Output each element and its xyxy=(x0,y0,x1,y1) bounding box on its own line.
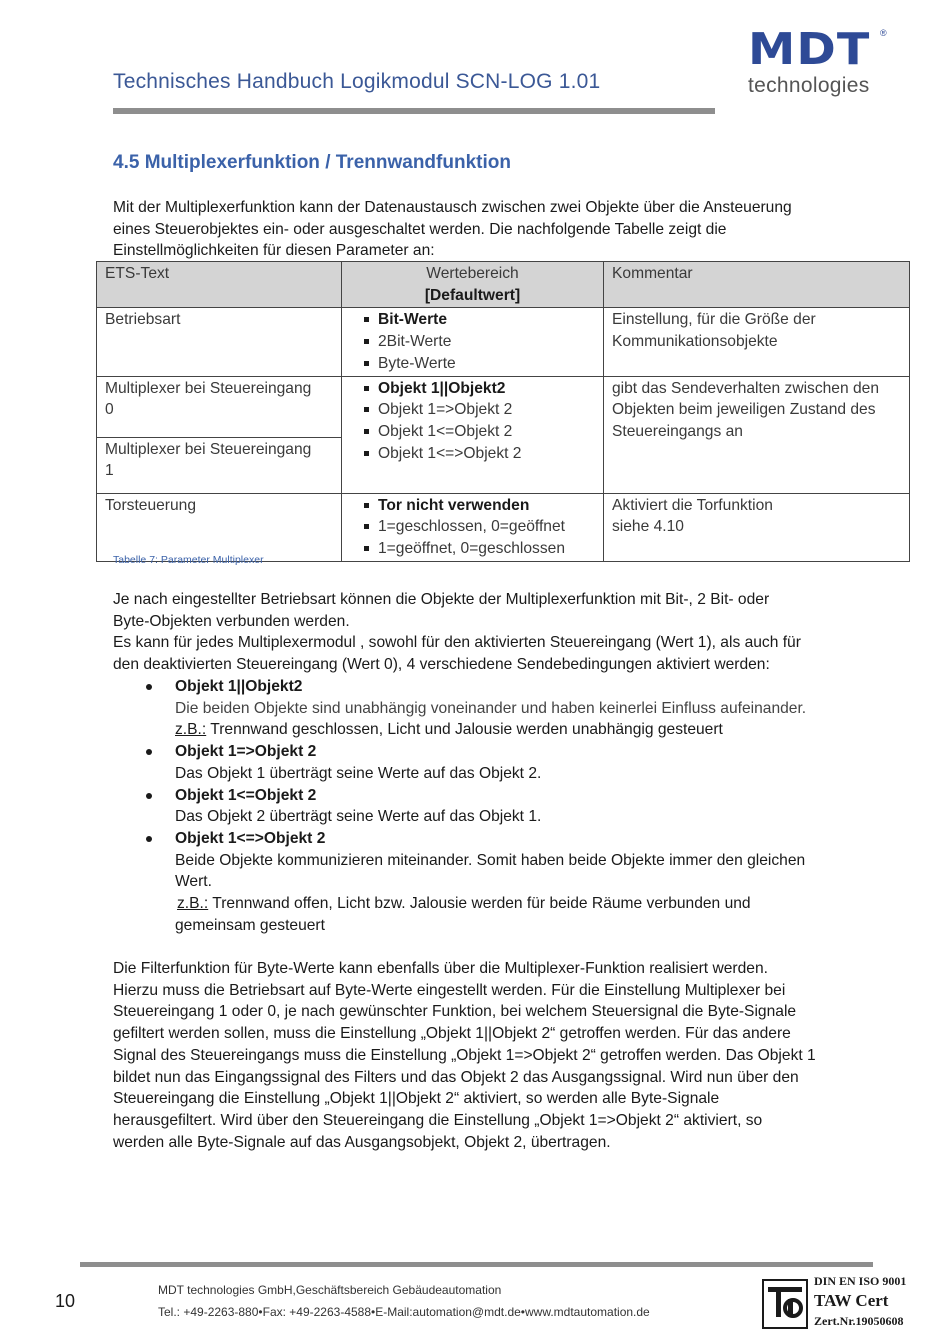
header-ets-text: ETS-Text xyxy=(97,262,342,308)
logo-wordmark: MDT xyxy=(748,24,871,75)
page-number: 10 xyxy=(55,1291,76,1311)
cert-standard: DIN EN ISO 9001 xyxy=(814,1274,907,1288)
list-item-desc: Die beiden Objekte sind unabhängig voneinander und haben keinerlei Einfluss aufeinander. xyxy=(175,699,807,717)
label-line: Multiplexer bei Steuereingang xyxy=(105,379,312,397)
intro-line: Mit der Multiplexerfunktion kann der Datenaustausch zwischen zwei Objekte über die Ansteuerung xyxy=(113,199,792,216)
list-item-desc: Beide Objekte kommunizieren miteinander. Somit haben beide Objekte immer den gleichen xyxy=(175,851,806,869)
list-item-title: Objekt 1<=>Objekt 2 xyxy=(175,829,326,847)
header-divider xyxy=(113,108,715,114)
bullet-icon xyxy=(146,836,152,842)
list-item-example xyxy=(175,893,843,915)
cell-tor-comment xyxy=(604,493,910,561)
footer-divider xyxy=(80,1262,873,1267)
comment-line: siehe 4.10 xyxy=(612,518,684,536)
footer-contact: Tel.: +49-2263-880•Fax: +49-2263-4588•E-Mail:automation@mdt.de•www.mdtautomation.de xyxy=(158,1305,650,1319)
document-header-title: Technisches Handbuch Logikmodul SCN-LOG 1.01 xyxy=(113,70,601,93)
cell-betriebsart-label: Betriebsart xyxy=(97,308,342,376)
header-defaultwert-label: [Defaultwert] xyxy=(424,286,521,304)
table-row xyxy=(97,493,910,561)
example-text: Trennwand geschlossen, Licht und Jalousie werden unabhängig gesteuert xyxy=(206,721,723,739)
body-line: Steuereingang 1 oder 0, je nach gewünschter Funktion, bei welchem Steuersignal die Byte-Signale xyxy=(113,1003,797,1021)
section-heading: 4.5 Multiplexerfunktion / Trennwandfunktion xyxy=(113,152,511,173)
footer-company: MDT technologies GmbH,Geschäftsbereich Gebäudeautomation xyxy=(158,1283,502,1297)
comment-line: Einstellung, für die Größe der xyxy=(612,311,816,329)
list-item-example xyxy=(175,719,843,741)
body-line: Byte-Objekten verbunden werden. xyxy=(113,612,350,630)
cell-mux-values xyxy=(342,376,604,493)
comment-line: gibt das Sendeverhalten zwischen den xyxy=(612,379,880,397)
example-label: z.B.: xyxy=(177,895,209,913)
value-option: Objekt 1<=>Objekt 2 xyxy=(378,443,595,465)
value-option: Tor nicht verwenden xyxy=(378,495,595,517)
body-line: den deaktivierten Steuereingang (Wert 0), 4 verschiedene Sendebedingungen aktiviert werden: xyxy=(113,656,770,674)
list-item xyxy=(113,785,843,828)
body-line: werden alle Byte-Signale auf das Ausgangsobjekt, Objekt 2, übertragen. xyxy=(113,1133,611,1151)
body-line: Es kann für jedes Multiplexermodul , sowohl für den aktivierten Steuereingang (Wert 1), als auch für xyxy=(113,634,801,652)
iso-certification-badge xyxy=(762,1274,922,1334)
taw-cert-emblem-icon xyxy=(764,1281,806,1327)
send-conditions-list xyxy=(113,676,843,936)
table-caption: Tabelle 7: Parameter Multiplexer xyxy=(113,554,264,566)
comment-line: Kommunikationsobjekte xyxy=(612,333,778,351)
table-row xyxy=(97,308,910,376)
parameter-table xyxy=(96,261,910,562)
value-option: 1=geschlossen, 0=geöffnet xyxy=(378,516,595,538)
header-kommentar: Kommentar xyxy=(604,262,910,308)
value-option: Objekt 1<=Objekt 2 xyxy=(378,421,595,443)
intro-line: eines Steuerobjektes ein- oder ausgeschaltet werden. Die nachfolgende Tabelle zeigt die xyxy=(113,220,727,238)
logo-subtitle: technologies xyxy=(748,74,870,97)
body-line: Die Filterfunktion für Byte-Werte kann ebenfalls über die Multiplexer-Funktion realisiert werden. xyxy=(113,960,768,977)
value-option: Bit-Werte xyxy=(378,309,595,331)
cert-body: TAW Cert xyxy=(814,1291,889,1310)
value-option: Objekt 1||Objekt2 xyxy=(378,378,595,400)
intro-paragraph xyxy=(113,197,843,262)
cell-mux-comment xyxy=(604,376,910,493)
mdt-logo xyxy=(748,24,888,100)
label-line: Multiplexer bei Steuereingang xyxy=(105,440,312,458)
filter-paragraph xyxy=(113,958,853,1153)
cell-mux0-label xyxy=(97,376,342,437)
list-item-example-cont: gemeinsam gesteuert xyxy=(175,916,325,934)
body-line: herausgefiltert. Wird über den Steuereingang die Einstellung „Objekt 1=>Objekt 2“ aktiviert, so xyxy=(113,1111,763,1129)
example-label: z.B.: xyxy=(175,721,207,739)
intro-line: Einstellmöglichkeiten für diesen Parameter an: xyxy=(113,242,435,260)
cell-betriebsart-values xyxy=(342,308,604,376)
value-option: Byte-Werte xyxy=(378,353,595,375)
cert-number: Zert.Nr.19050608 xyxy=(814,1314,904,1328)
cell-tor-label: Torsteuerung xyxy=(97,493,342,561)
list-item-title: Objekt 1=>Objekt 2 xyxy=(175,743,317,761)
body-line: bildet nun das Eingangssignal des Filters und das Objekt 2 das Ausgangssignal. Wird nun über den xyxy=(113,1068,799,1086)
comment-line: Objekten beim jeweiligen Zustand des xyxy=(612,401,876,419)
label-line: 0 xyxy=(105,401,114,419)
label-line: 1 xyxy=(105,462,114,480)
list-item-desc: Wert. xyxy=(175,873,212,891)
cell-mux1-label xyxy=(97,437,342,493)
logo-registered-mark: ® xyxy=(880,28,887,38)
cell-tor-values xyxy=(342,493,604,561)
header-wertebereich-label: Wertebereich xyxy=(426,265,519,282)
list-item xyxy=(113,676,843,741)
bullet-icon xyxy=(146,684,152,690)
body-line: Signal des Steuereingangs muss die Einstellung „Objekt 1=>Objekt 2“ getroffen werden. Das Objekt 1 xyxy=(113,1046,816,1064)
example-text: Trennwand offen, Licht bzw. Jalousie werden für beide Räume verbunden und xyxy=(208,895,751,913)
header-wertebereich xyxy=(342,262,604,308)
bullet-icon xyxy=(146,749,152,755)
list-item-desc: Das Objekt 2 überträgt seine Werte auf das Objekt 1. xyxy=(175,808,542,826)
bullet-icon xyxy=(146,793,152,799)
list-item-title: Objekt 1||Objekt2 xyxy=(175,678,303,695)
comment-line: Steuereingangs an xyxy=(612,422,743,440)
table-header-row xyxy=(97,262,910,308)
body-line: Steuereingang die Einstellung „Objekt 1||Objekt 2“ aktiviert, so werden alle Byte-Signale xyxy=(113,1090,720,1108)
cell-betriebsart-comment xyxy=(604,308,910,376)
body-line: Je nach eingestellter Betriebsart können die Objekte der Multiplexerfunktion mit Bit-, 2 Bit- oder xyxy=(113,591,770,608)
list-item xyxy=(113,828,843,937)
taw-cert-logo xyxy=(762,1279,808,1329)
list-item-desc: Das Objekt 1 überträgt seine Werte auf das Objekt 2. xyxy=(175,764,542,782)
body-line: Hierzu muss die Betriebsart auf Byte-Werte eingestellt werden. Für die Einstellung Multiplexer bei xyxy=(113,981,786,999)
value-option: 1=geöffnet, 0=geschlossen xyxy=(378,538,595,560)
list-item xyxy=(113,741,843,784)
comment-line: Aktiviert die Torfunktion xyxy=(612,496,773,514)
table-row xyxy=(97,376,910,437)
value-option: 2Bit-Werte xyxy=(378,331,595,353)
body-line: gefiltert werden sollen, muss die Einstellung „Objekt 1||Objekt 2“ getroffen werden. Für das andere xyxy=(113,1025,791,1043)
value-option: Objekt 1=>Objekt 2 xyxy=(378,399,595,421)
betriebsart-paragraph xyxy=(113,589,853,676)
list-item-title: Objekt 1<=Objekt 2 xyxy=(175,786,317,804)
